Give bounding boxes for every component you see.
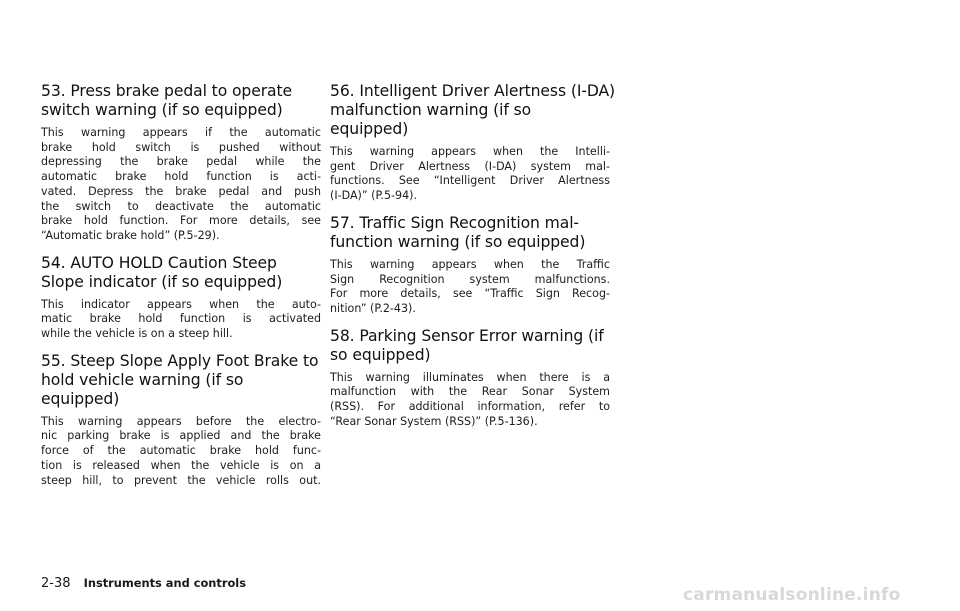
section-body: [41, 126, 321, 244]
chapter-title: Instruments and controls: [83, 576, 246, 590]
section-54-auto-hold-steep-slope-indicator: [41, 254, 321, 342]
section-body: [41, 415, 321, 489]
heading-line: switch warning (if so equipped): [41, 101, 283, 119]
body-line: matic brake hold function is activated: [41, 312, 321, 326]
body-line: This warning appears if the automatic: [41, 126, 321, 139]
body-line: malfunction with the Rear Sonar System: [330, 385, 610, 399]
heading-line: so equipped): [330, 345, 431, 364]
heading-line: hold vehicle warning (if so: [41, 370, 244, 389]
body-line: This indicator appears when the auto-: [41, 297, 321, 311]
page-number: 2-38: [41, 576, 71, 591]
cross-reference-link[interactable]: (I-DA)” (P.5-94).: [330, 189, 417, 203]
body-line: functions. See “Intelligent Driver Alertness: [330, 174, 610, 188]
body-line: vated. Depress the brake pedal and push: [41, 184, 321, 198]
section-55-steep-slope-foot-brake-warning: [41, 352, 321, 489]
heading-line: 57. Traffic Sign Recognition mal-: [330, 213, 579, 232]
heading-line: 53. Press brake pedal to operate: [41, 82, 292, 100]
section-heading: [330, 82, 616, 139]
section-58-parking-sensor-error-warning: [330, 327, 610, 430]
body-line: This warning appears before the electro-: [41, 414, 321, 428]
heading-line: 56. Intelligent Driver Alertness (I-DA): [330, 82, 616, 100]
cross-reference-link[interactable]: “Rear Sonar System (RSS)” (P.5-136).: [330, 414, 538, 428]
section-body: [330, 145, 610, 204]
left-column: [41, 82, 321, 498]
body-line: This warning appears when the Intelli-: [330, 145, 610, 158]
heading-line: equipped): [330, 120, 409, 138]
section-53-press-brake-pedal-warning: [41, 82, 321, 244]
cross-reference-link[interactable]: nition” (P.2-43).: [330, 301, 416, 315]
section-body: [41, 298, 321, 342]
heading-line: function warning (if so equipped): [330, 232, 586, 251]
right-column: [330, 82, 616, 439]
body-line: brake hold function. For more details, see: [41, 214, 321, 228]
section-heading: [330, 214, 610, 252]
section-heading: [330, 327, 610, 365]
body-line: This warning illuminates when there is a: [330, 370, 610, 384]
section-heading: [41, 254, 321, 292]
body-line: (RSS). For additional information, refer to: [330, 400, 610, 414]
watermark-text: carmanualsonline.info: [683, 585, 901, 605]
body-line: nic parking brake is applied and the brake: [41, 429, 321, 443]
body-line: For more details, see “Traffic Sign Recog-: [330, 287, 610, 301]
body-line: tion is released when the vehicle is on a: [41, 458, 321, 472]
section-57-traffic-sign-recognition-warning: [330, 214, 610, 317]
heading-line: 58. Parking Sensor Error warning (if: [330, 326, 604, 345]
body-line: force of the automatic brake hold func-: [41, 444, 321, 458]
section-heading: [41, 82, 321, 120]
section-body: [330, 371, 610, 430]
body-line: steep hill, to prevent the vehicle rolls out.: [41, 473, 321, 487]
heading-line: Slope indicator (if so equipped): [41, 272, 283, 291]
heading-line: 55. Steep Slope Apply Foot Brake to: [41, 351, 319, 370]
heading-line: 54. AUTO HOLD Caution Steep: [41, 253, 277, 272]
section-heading: [41, 352, 321, 409]
section-body: [330, 258, 610, 317]
page-footer: [41, 572, 246, 591]
body-line: brake hold switch is pushed without: [41, 140, 321, 154]
body-line: depressing the brake pedal while the: [41, 155, 321, 169]
body-line: gent Driver Alertness (I-DA) system mal-: [330, 159, 610, 173]
heading-line: equipped): [41, 389, 120, 408]
body-line: This warning appears when the Traffic: [330, 257, 610, 271]
body-line: while the vehicle is on a steep hill.: [41, 327, 233, 341]
cross-reference-link[interactable]: “Automatic brake hold” (P.5-29).: [41, 228, 220, 242]
heading-line: malfunction warning (if so: [330, 101, 532, 119]
body-line: automatic brake hold function is acti-: [41, 170, 321, 184]
section-56-intelligent-driver-alertness-warning: [330, 82, 616, 204]
body-line: the switch to deactivate the automatic: [41, 199, 321, 213]
body-line: Sign Recognition system malfunctions.: [330, 272, 610, 286]
